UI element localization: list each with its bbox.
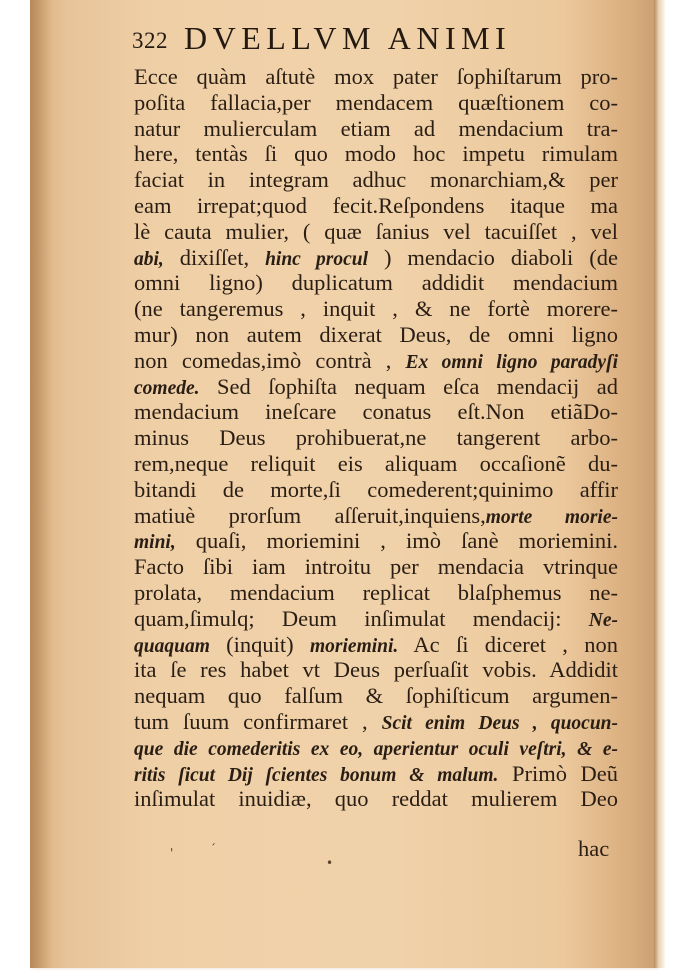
text-line	[134, 477, 618, 503]
text-run: (inquit)	[209, 631, 310, 657]
text-line	[134, 374, 618, 400]
text-line	[134, 296, 618, 322]
text-line	[134, 64, 618, 90]
text-line	[134, 270, 618, 296]
text-run: Sed ſophiſta nequam eſca mendacij ad	[199, 373, 618, 399]
text-line	[134, 451, 618, 477]
text-run: poſita fallacia,per mendacem quæſtionem co-	[134, 89, 618, 115]
text-run: Primò Deũ	[498, 760, 618, 786]
text-run: Ac ſi diceret , non	[398, 631, 618, 657]
text-line	[134, 503, 618, 529]
page-edge	[654, 0, 666, 968]
page-number: 322	[132, 28, 168, 53]
text-run: mur) non autem dixerat Deus, de omni ligno	[134, 321, 618, 347]
text-run: nequam quo falſum & ſophiſticum argumen-	[134, 683, 618, 709]
text-line	[134, 580, 618, 606]
italic-phrase: quaquam	[134, 635, 210, 657]
ink-speck: '	[170, 846, 174, 860]
text-line	[134, 167, 618, 193]
catchword: hac	[578, 836, 610, 861]
italic-phrase: ritis ſicut Dij ſcientes bonum & malum.	[134, 764, 499, 786]
italic-phrase: moriemini.	[310, 635, 399, 657]
italic-phrase: comede.	[134, 377, 200, 399]
text-run: matiuè prorſum aſſeruit,inquiens,	[134, 502, 486, 528]
text-run: bitandi de morte,ſi comederent;quinimo affir	[134, 476, 618, 502]
text-line	[134, 193, 618, 219]
running-head	[132, 14, 602, 60]
text-run: faciat in integram adhuc monarchiam,& per	[134, 167, 618, 193]
text-run: eam irrepat;quod fecit.Reſpondens itaque ma	[134, 192, 618, 218]
text-line	[134, 90, 618, 116]
text-line	[134, 141, 618, 167]
running-title: DVELLVM ANIMI	[184, 20, 512, 56]
italic-phrase: mini,	[134, 532, 176, 554]
text-run: tum ſuum confirmaret ,	[134, 708, 382, 734]
text-run: inſimulat inuidiæ, quo reddat mulierem Deo	[134, 786, 618, 812]
text-line	[134, 322, 618, 348]
text-line	[134, 606, 618, 632]
body-text	[134, 64, 618, 812]
text-line	[134, 116, 618, 142]
spine-shadow	[30, 0, 52, 968]
italic-phrase: que die comederitis ex eo, aperientur oculi veſtri, & e-	[134, 738, 618, 760]
text-run: rem,neque reliquit eis aliquam occaſionẽ du-	[134, 450, 618, 476]
text-run: (ne tangeremus , inquit , & ne fortè morere-	[134, 296, 618, 322]
text-line	[134, 348, 618, 374]
text-run: quam,ſimulq; Deum inſimulat mendacij:	[134, 605, 589, 631]
text-run: quaſi, moriemini , imò ſanè moriemini.	[175, 528, 618, 554]
text-run: lè cauta mulier, ( quæ ſanius vel tacuiſſet , vel	[134, 218, 618, 244]
text-run: ) mendacio diaboli (de	[368, 244, 618, 270]
text-line	[134, 709, 618, 735]
text-run: dixiſſet,	[163, 244, 266, 270]
text-line	[134, 683, 618, 709]
text-line	[134, 528, 618, 554]
italic-phrase: abi,	[134, 248, 164, 270]
ink-speck: •	[326, 856, 334, 870]
text-run: prolata, mendacium replicat blaſphemus ne-	[134, 579, 618, 605]
italic-phrase: Ne-	[588, 609, 618, 631]
text-run: mendacium ineſcare conatus eſt.Non etiãDo-	[134, 399, 618, 425]
text-line	[134, 399, 618, 425]
italic-phrase: Ex omni ligno paradyſi	[405, 351, 618, 373]
text-run: non comedas,imò contrà ,	[134, 347, 406, 373]
text-run: natur mulierculam etiam ad mendacium tra-	[134, 115, 618, 141]
text-line	[134, 786, 618, 812]
italic-phrase: morte morie-	[485, 506, 618, 528]
text-run: here, tentàs ſi quo modo hoc impetu rimulam	[134, 141, 618, 167]
text-line	[134, 425, 618, 451]
ink-speck: ˊ	[210, 842, 216, 856]
text-line	[134, 219, 618, 245]
text-run: minus Deus prohibuerat,ne tangerent arbo-	[134, 425, 618, 451]
text-line	[134, 761, 618, 787]
italic-phrase: Scit enim Deus , quocun-	[381, 712, 618, 734]
text-run: Facto ſibi iam introitu per mendacia vtrinque	[134, 554, 618, 580]
italic-phrase: hinc procul	[265, 248, 369, 270]
text-line	[134, 245, 618, 271]
text-line	[134, 554, 618, 580]
text-line	[134, 735, 618, 761]
text-run: omni ligno) duplicatum addidit mendacium	[134, 270, 618, 296]
text-line	[134, 632, 618, 658]
text-run: ita ſe res habet vt Deus perſuaſit vobis. Addidit	[134, 657, 618, 683]
text-run: Ecce quàm aſtutè mox pater ſophiſtarum pro-	[134, 64, 618, 89]
text-line	[134, 657, 618, 683]
